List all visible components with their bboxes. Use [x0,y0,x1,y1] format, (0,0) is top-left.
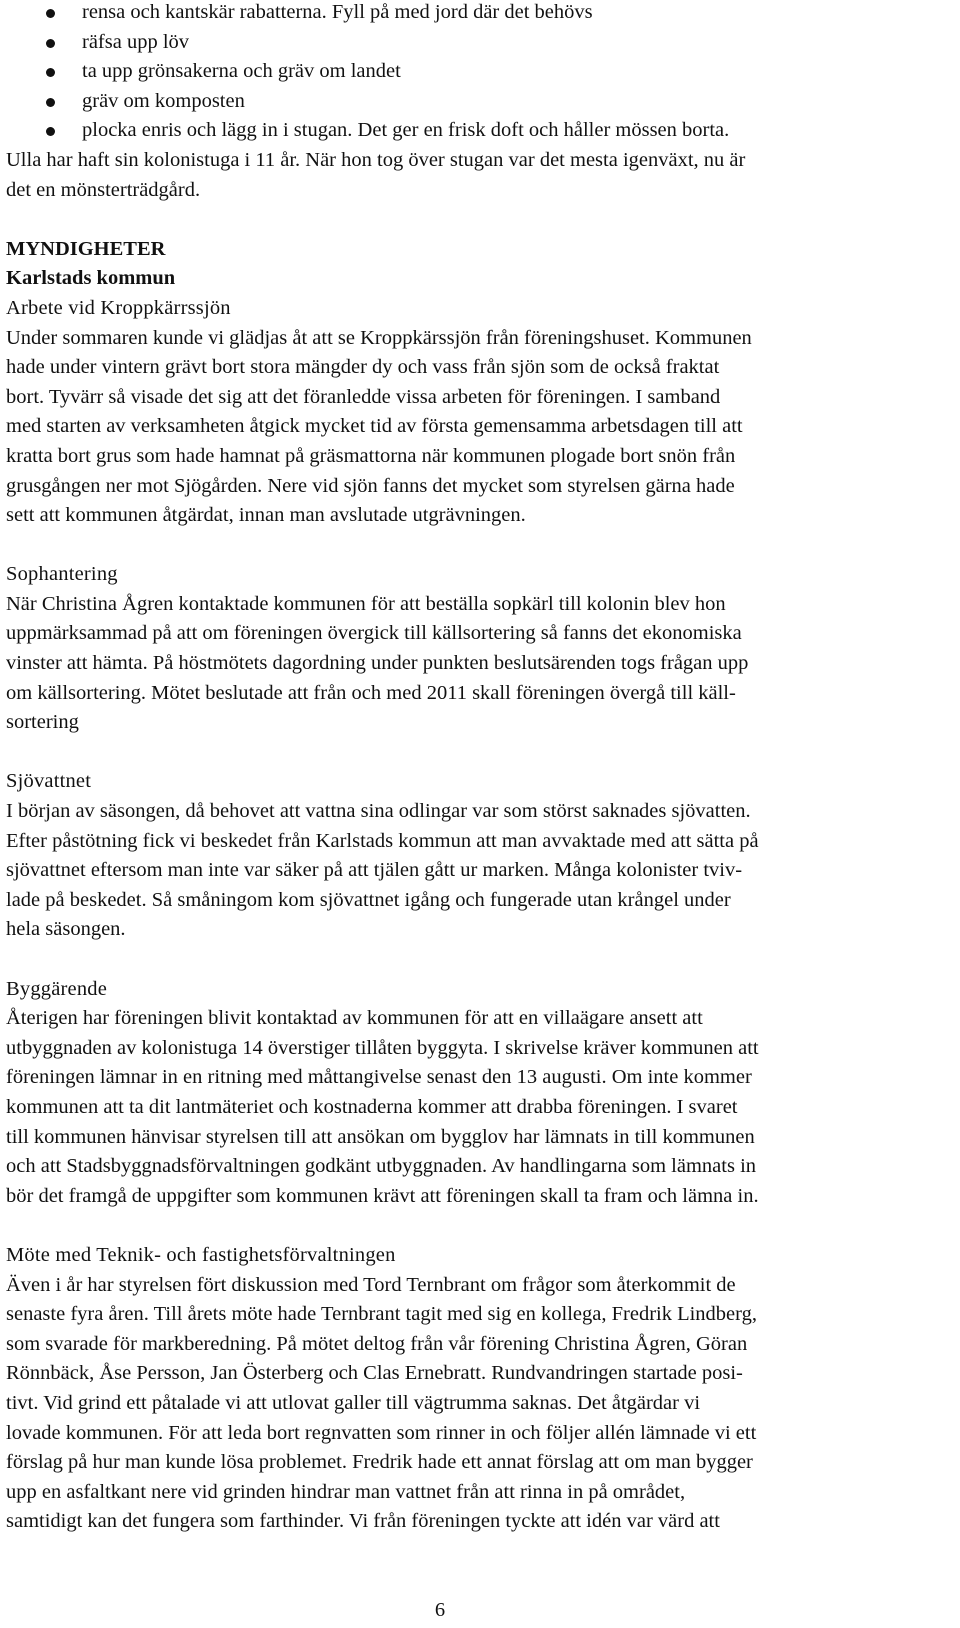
text-line: och att Stadsbyggnadsförvaltningen godkänt utbyggnaden. Av handlingarna som lämnats in [6,1155,757,1178]
text-line: sortering [6,711,79,734]
text-line: som svarade för markberedning. På mötet deltog från vår förening Christina Ågren, Göran [6,1332,748,1355]
text-line: samtidigt kan det fungera som farthinder. Vi från föreningen tyckte att idén var värd att [6,1510,720,1533]
text-line: uppmärksammad på att om föreningen övergick till källsortering så fanns det ekonomiska [6,622,742,645]
bullet-list [6,0,956,146]
bullet-text: rensa och kantskär rabatterna. Fyll på med jord där det behövs [82,1,593,23]
document-page [6,0,956,1537]
bullet-text: gräv om komposten [82,89,245,112]
text-line: När Christina Ågren kontaktade kommunen för att beställa sopkärl till kolonin blev hon [6,592,726,615]
text-line: med starten av verksamheten åtgick mycket tid av första gemensamma arbetsdagen till att [6,415,743,438]
bullet-text: plocka enris och lägg in i stugan. Det ger en frisk doft och håller mössen borta. [82,119,730,142]
bullet-item [6,28,956,58]
text-line: hade under vintern grävt bort stora mängder dy och vass från sjön som de också fraktat [6,356,720,379]
bullet-text: räfsa upp löv [82,30,190,53]
bullet-dot-icon [46,68,55,77]
text-line: Rönnbäck, Åse Persson, Jan Österberg och Clas Ernebratt. Rundvandringen startade posi- [6,1362,743,1385]
text-line: bort. Tyvärr så visade det sig att det föranledde vissa arbeten för föreningen. I samband [6,385,721,408]
text-line: Även i år har styrelsen fört diskussion med Tord Ternbrant om frågor som återkommit de [6,1273,736,1296]
bullet-dot-icon [46,98,55,107]
spacer [6,945,956,975]
text-line: Under sommaren kunde vi glädjas åt att se Kroppkärssjön från föreningshuset. Kommunen [6,326,752,349]
intro-paragraph [6,146,956,205]
text-line: hela säsongen. [6,918,126,941]
bullet-item [6,0,956,28]
bullet-dot-icon [46,127,55,136]
text-line: Återigen har föreningen blivit kontaktad av kommunen för att en villaägare ansett att [6,1007,703,1030]
section-title: Möte med Teknik- och fastighetsförvaltningen [6,1243,396,1266]
text-line: vinster att hämta. På höstmötets dagordning under punkten beslutsärenden togs frågan upp [6,652,749,675]
text-line: till kommunen hänvisar styrelsen till att ansökan om bygglov har lämnats in till kommunen [6,1125,755,1148]
spacer [6,531,956,561]
text-line: tivt. Vid grind ett påtalade vi att utlovat galler till vägtrumma saknas. Det åtgärdar vi [6,1391,701,1414]
section-mote-teknik [6,1241,956,1537]
text-line: det en mönsterträdgård. [6,178,201,201]
bullet-dot-icon [46,39,55,48]
section-byggarende [6,975,956,1212]
spacer [6,205,956,235]
bullet-item [6,57,956,87]
text-line: grusgången ner mot Sjögården. Nere vid sjön fanns det mycket som styrelsen gärna hade [6,474,735,497]
text-line: utbyggnaden av kolonistuga 14 överstiger tillåten byggyta. I skrivelse kräver kommunen att [6,1036,759,1059]
text-line: senaste fyra åren. Till årets möte hade Ternbrant tagit med sig en kollega, Fredrik Lindberg, [6,1303,757,1326]
bullet-item [6,116,956,146]
text-line: kratta bort grus som hade hamnat på gräsmattorna när kommunen plogade bort snön från [6,444,736,467]
text-line: I början av säsongen, då behovet att vattna sina odlingar var som störst saknades sjövatten. [6,800,751,823]
spacer [6,738,956,768]
text-line: föreningen lämnar in en ritning med måttangivelse senast den 13 augusti. Om inte kommer [6,1066,752,1089]
text-line: upp en asfaltkant nere vid grinden hindrar man vattnet från att rinna in på området, [6,1480,686,1503]
section-title: Byggärende [6,977,108,1000]
section-title: Arbete vid Kroppkärrssjön [6,296,231,319]
section-sophantering [6,560,956,738]
spacer [6,1211,956,1241]
text-line: sjövattnet eftersom man inte var säker på att tjälen gått ur marken. Många kolonister tviv- [6,859,743,882]
bullet-text: ta upp grönsakerna och gräv om landet [82,60,401,83]
text-line: om källsortering. Mötet beslutade att från och med 2011 skall föreningen övergå till käll- [6,681,736,704]
section-kroppkarrssjon [6,294,956,531]
text-line: sett att kommunen åtgärdat, innan man avslutade utgrävningen. [6,504,526,527]
text-line: förslag på hur man kunde lösa problemet. Fredrik hade ett annat förslag att om man bygger [6,1451,753,1474]
text-line: bör det framgå de uppgifter som kommunen krävt att föreningen skall ta fram och lämna in. [6,1184,759,1207]
main-heading: MYNDIGHETER [6,237,166,260]
sub-heading: Karlstads kommun [6,267,176,290]
page-number: 6 [434,1599,446,1621]
text-line: Efter påstötning fick vi beskedet från Karlstads kommun att man avvaktade med att sätta på [6,829,759,852]
section-sjovattnet [6,767,956,945]
text-line: lovade kommunen. För att leda bort regnvatten som rinner in och följer allén lämnade vi ett [6,1421,757,1444]
section-title: Sjövattnet [6,770,92,793]
text-line: lade på beskedet. Så småningom kom sjövattnet igång och fungerade utan krångel under [6,888,731,911]
section-title: Sophantering [6,563,118,586]
text-line: Ulla har haft sin kolonistuga i 11 år. När hon tog över stugan var det mesta igenväxt, nu är [6,148,746,171]
text-line: kommunen att ta dit lantmäteriet och kostnaderna kommer att drabba föreningen. I svaret [6,1095,738,1118]
bullet-item [6,87,956,117]
bullet-dot-icon [46,9,55,18]
